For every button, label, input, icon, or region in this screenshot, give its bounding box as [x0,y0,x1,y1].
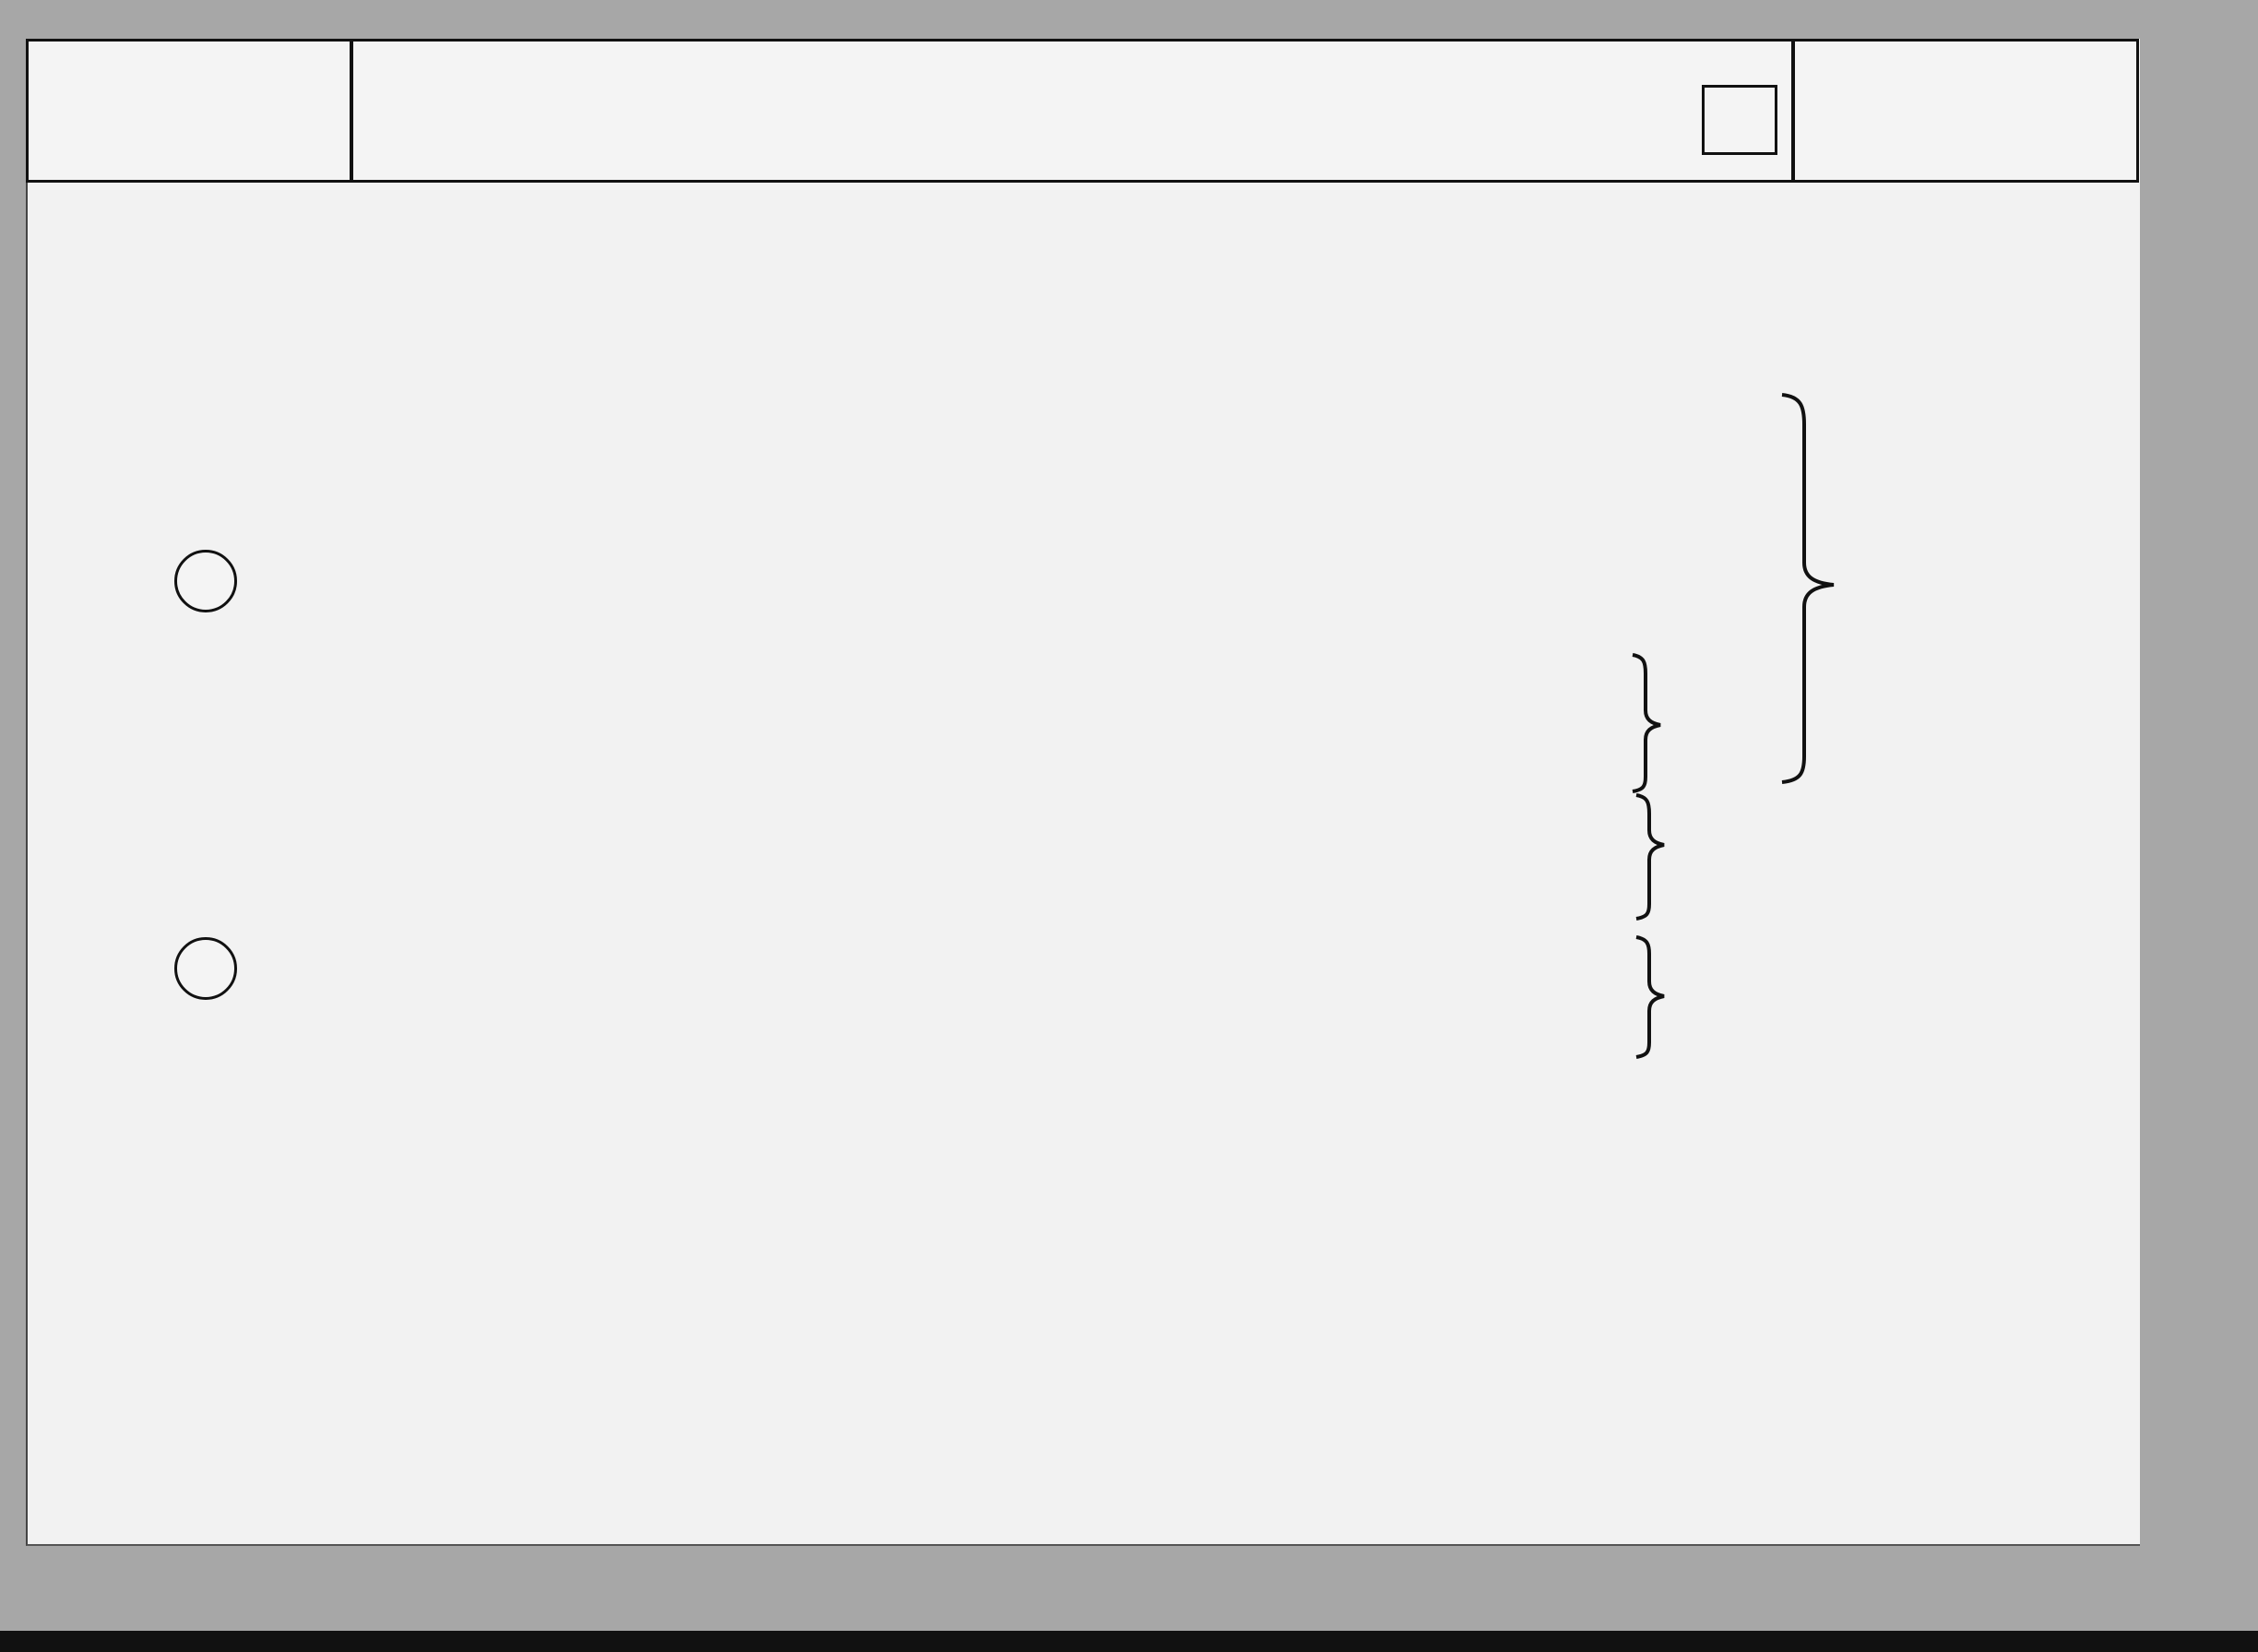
brace-bus-spec [1633,655,1660,791]
brace-seo5429 [1636,937,1664,1057]
brace-uj [1782,395,1834,782]
brace-seo5441 [1636,795,1664,919]
